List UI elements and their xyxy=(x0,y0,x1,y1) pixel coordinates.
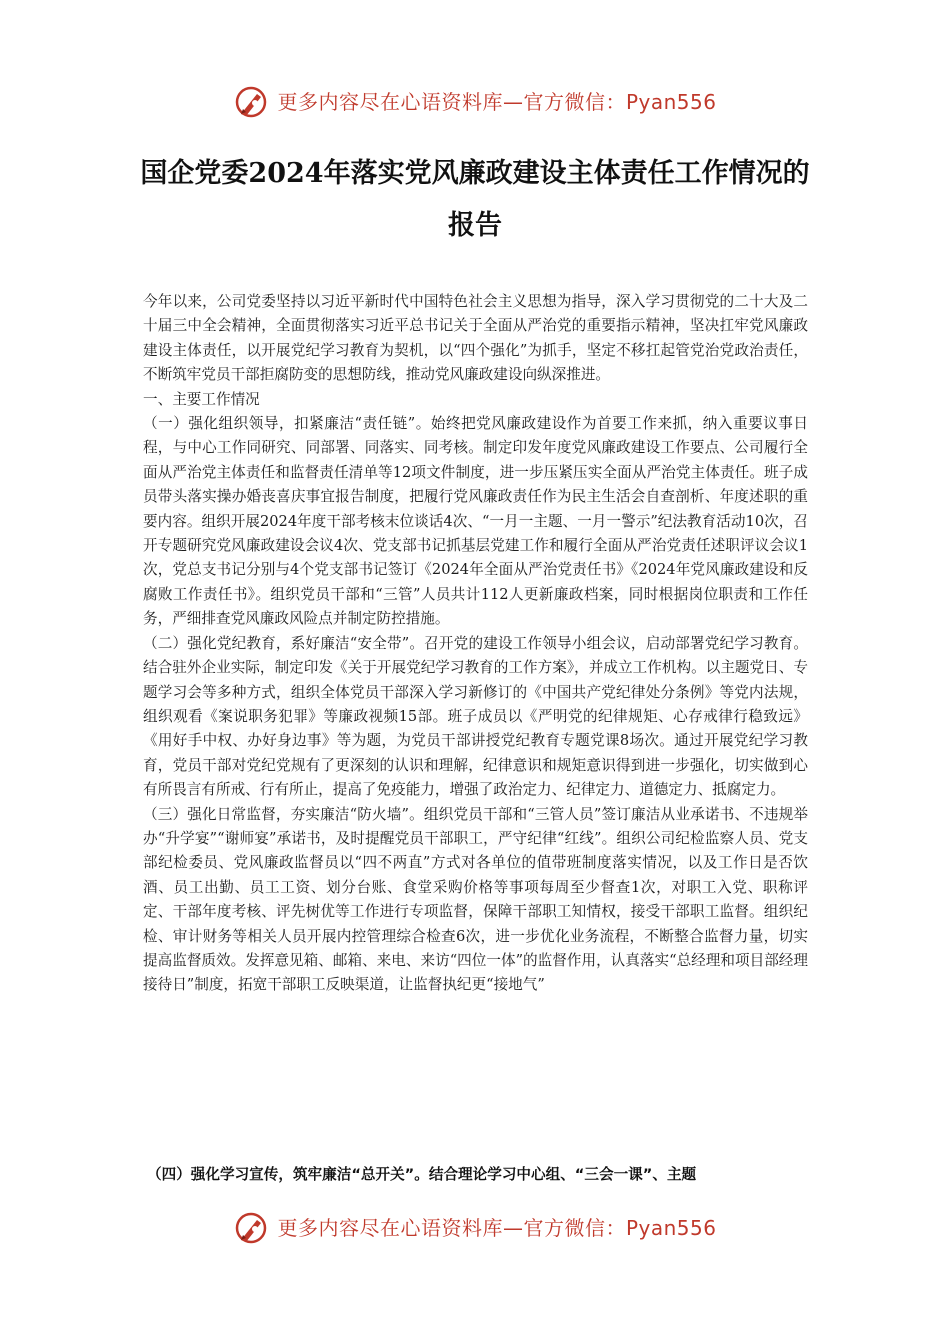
paragraph-discipline-education: （二）强化党纪教育，系好廉洁“安全带”。召开党的建设工作领导小组会议，启动部署党纪学习教育。结合驻外企业实际，制定印发《关于开展党纪学习教育的工作方案》，并成立工作机构。以主题党日、专题学习会等多种方式，组织全体党员干部深入学习新修订的《中国共产党纪律处分条例》等党内法规，组织观看《案说职务犯罪》等廉政视频15部。班子成员以《严明党的纪律规矩、心存戒律行稳致远》《用好手中权、办好身边事》等为题，为党员干部讲授党纪教育专题党课8场次。通过开展党纪学习教育，党员干部对党纪党规有了更深刻的认识和理解，纪律意识和规矩意识得到进一步强化，切实做到心有所畏言有所戒、行有所止，提高了免疫能力，增强了政治定力、纪律定力、道德定力、抵腐定力。 xyxy=(143,634,808,799)
watermark-footer xyxy=(0,1210,950,1246)
paragraph-organization: （一）强化组织领导，扣紧廉洁“责任链”。始终把党风廉政建设作为首要工作来抓，纳入重要议事日程，与中心工作同研究、同部署、同落实、同考核。制定印发年度党风廉政建设工作要点、公司履行全面从严治党主体责任和监督责任清单等12项文件制度，进一步压紧压实全面从严治党主体责任。班子成员带头落实操办婚丧喜庆事宜报告制度，把履行党风廉政责任作为民主生活会自查剖析、年度述职的重要内容。组织开展2024年度干部考核末位谈话4次、“一月一主题、一月一警示”纪法教育活动10次，召开专题研究党风廉政建设会议4次、党支部书记抓基层党建工作和履行全面从严治党责任述职评议会议1次，党总支书记分别与4个党支部书记签订《2024年全面从严治党责任书》《2024年党风廉政建设和反腐败工作责任书》。组织党员干部和“三管”人员共计112人更新廉政档案，同时根据岗位职责和工作任务，严细排查党风廉政风险点并制定防控措施。 xyxy=(143,415,808,628)
pen-logo-icon xyxy=(233,1210,269,1246)
intro-paragraph: 今年以来，公司党委坚持以习近平新时代中国特色社会主义思想为指导，深入学习贯彻党的二十大及二十届三中全会精神，全面贯彻落实习近平总书记关于全面从严治党的重要指示精神，坚决扛牢党风廉政建设主体责任，以开展党纪学习教育为契机，以“四个强化”为抓手，坚定不移扛起管党治党政治责任，不断筑牢党员干部拒腐防变的思想防线，推动党风廉政建设向纵深推进。 xyxy=(143,293,808,384)
paragraph-study-publicity: （四）强化学习宣传，筑牢廉洁“总开关”。结合理论学习中心组、“三会一课”、主题 xyxy=(147,1166,697,1183)
section-heading: 一、主要工作情况 xyxy=(143,390,260,408)
watermark-text: 更多内容尽在心语资料库—官方微信：Pyan556 xyxy=(277,90,717,114)
document-body xyxy=(143,290,808,998)
pen-logo-icon xyxy=(233,84,269,120)
watermark-header xyxy=(0,84,950,120)
document-title: 国企党委2024年落实党风廉政建设主体责任工作情况的报告 xyxy=(140,158,810,241)
watermark-text: 更多内容尽在心语资料库—官方微信：Pyan556 xyxy=(277,1216,717,1240)
paragraph-daily-supervision: （三）强化日常监督，夯实廉洁“防火墙”。组织党员干部和“三管人员”签订廉洁从业承诺书、不违规举办“升学宴”“谢师宴”承诺书，及时提醒党员干部职工，严守纪律“红线”。组织公司纪检监察人员、党支部纪检委员、党风廉政监督员以“四不两直”方式对各单位的值带班制度落实情况，以及工作日是否饮酒、员工出勤、员工工资、划分台账、食堂采购价格等事项每周至少督查1次，对职工入党、职称评定、干部年度考核、评先树优等工作进行专项监督，保障干部职工知情权，接受干部职工监督。组织纪检、审计财务等相关人员开展内控管理综合检查6次，进一步优化业务流程，不断整合监督力量，切实提高监督质效。发挥意见箱、邮箱、来电、来访“四位一体”的监督作用，认真落实“总经理和项目部经理接待日”制度，拓宽干部职工反映渠道，让监督执纪更“接地气” xyxy=(143,805,808,994)
